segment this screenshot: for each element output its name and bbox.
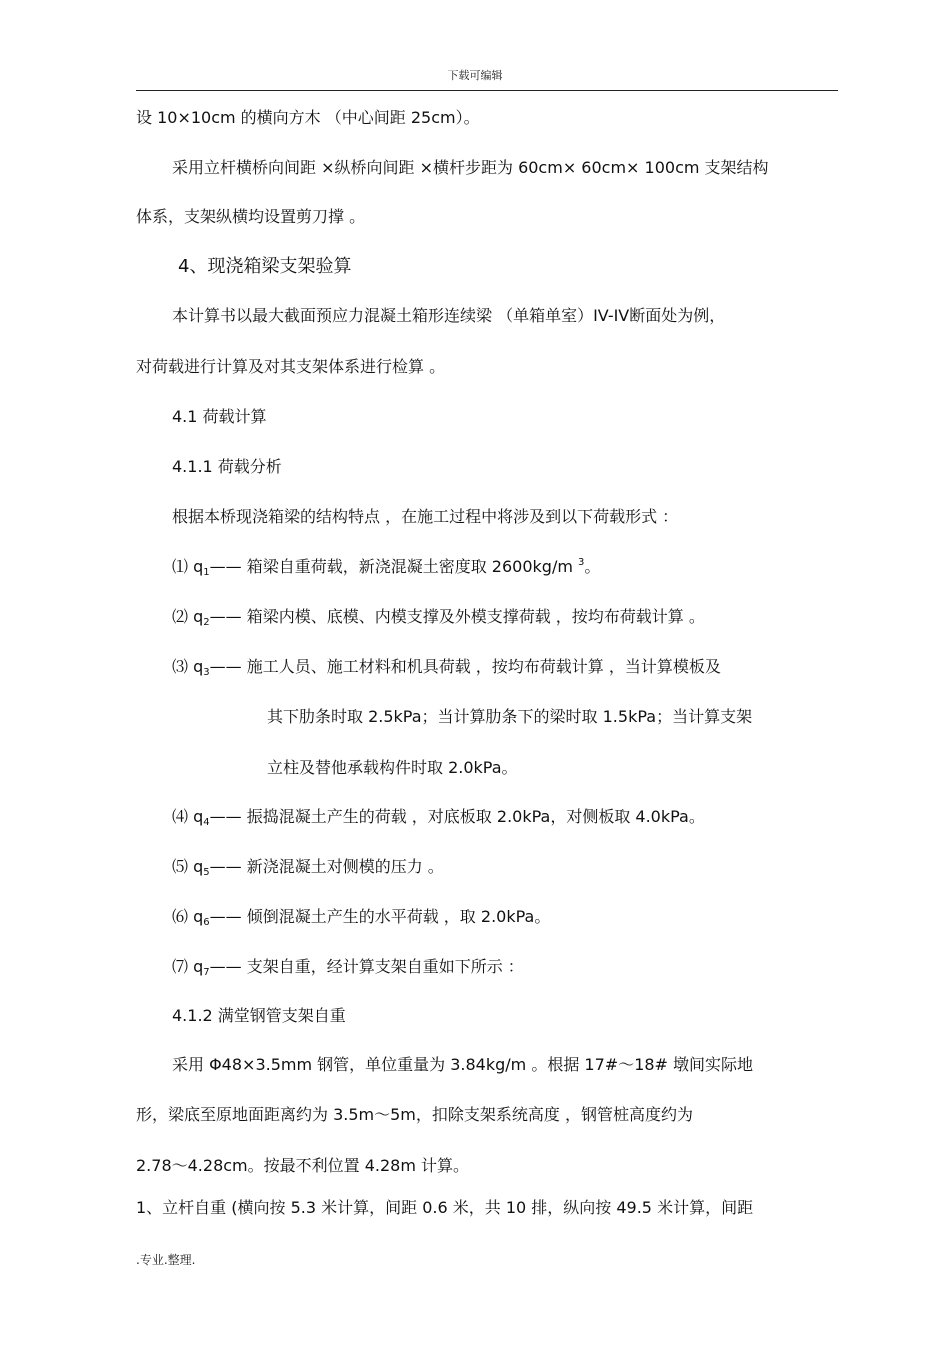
load-item-body: —— 支架自重，经计算支架自重如下所示 ： [209, 957, 524, 976]
load-item-subscript: 1 [203, 567, 210, 578]
subsection-heading: 4.1.2 满堂钢管支架自重 [172, 1006, 346, 1025]
load-item-body: —— 施工人员、施工材料和机具荷载 ，按均布荷载计算 ，当计算模板及 [209, 657, 721, 676]
load-item-q2 [172, 606, 705, 628]
load-item-continuation: 立柱及替他承载构件时取 2.0kPa。 [267, 758, 518, 777]
subsection-heading: 4.1.1 荷载分析 [172, 457, 282, 476]
page-header: 下载可编辑 [447, 69, 503, 82]
load-item-subscript: 6 [203, 917, 210, 928]
text-line: 形，梁底至原地面距离约为 3.5m～5m，扣除支架系统高度 ，钢管桩高度约为 [136, 1105, 693, 1124]
load-item-q4 [172, 806, 705, 828]
load-item-prefix: ⑺ q [172, 957, 204, 976]
load-item-q6 [172, 906, 550, 928]
load-item-body: —— 箱梁自重荷载，新浇混凝土密度取 2600kg/m [209, 557, 579, 576]
text-line: 采用 Φ48×3.5mm 钢管，单位重量为 3.84kg/m 。根据 17#～18# 墩间实际地 [172, 1055, 754, 1074]
text-line: 2.78～4.28cm。按最不利位置 4.28m 计算。 [136, 1156, 470, 1175]
load-item-subscript: 5 [203, 867, 210, 878]
load-item-subscript: 4 [203, 817, 210, 828]
load-item-q5 [172, 856, 444, 878]
load-item-prefix: ⑸ q [172, 857, 204, 876]
page-footer: .专业.整理. [136, 1253, 196, 1267]
text-line: 对荷载进行计算及对其支架体系进行检算 。 [136, 357, 446, 376]
load-item-tail: 。 [584, 557, 601, 576]
text-line: 本计算书以最大截面预应力混凝土箱形连续梁 （单箱单室）IV-IV断面处为例， [172, 306, 726, 325]
load-item-body: —— 新浇混凝土对侧模的压力 。 [209, 857, 444, 876]
text-line: 设 10×10cm 的横向方木 （中心间距 25cm）。 [136, 108, 480, 127]
load-item-q3 [172, 656, 721, 678]
load-item-subscript: 2 [203, 617, 210, 628]
load-item-body: —— 倾倒混凝土产生的水平荷载 ，取 2.0kPa。 [209, 907, 551, 926]
load-item-prefix: ⑹ q [172, 907, 204, 926]
load-item-prefix: ⑴ q [172, 557, 204, 576]
load-item-body: —— 振捣混凝土产生的荷载 ，对底板取 2.0kPa，对侧板取 4.0kPa。 [209, 807, 705, 826]
subsection-heading: 4.1 荷载计算 [172, 407, 267, 426]
text-line: 采用立杆横桥向间距 ×纵桥向间距 ×横杆步距为 60cm× 60cm× 100cm 支架结构 [172, 158, 769, 177]
text-line: 1、立杆自重 (横向按 5.3 米计算，间距 0.6 米，共 10 排，纵向按 49.5 米计算，间距 [136, 1198, 754, 1217]
superscript: 3 [578, 557, 585, 568]
load-item-q7 [172, 956, 524, 978]
load-item-prefix: ⑷ q [172, 807, 204, 826]
load-item-prefix: ⑶ q [172, 657, 204, 676]
load-item-continuation: 其下肋条时取 2.5kPa；当计算肋条下的梁时取 1.5kPa；当计算支架 [267, 707, 753, 726]
load-item-q1 [172, 556, 600, 578]
load-item-prefix: ⑵ q [172, 607, 204, 626]
load-item-subscript: 3 [203, 667, 210, 678]
load-item-body: —— 箱梁内模、底模、内模支撑及外模支撑荷载 ，按均布荷载计算 。 [209, 607, 705, 626]
header-rule [136, 90, 838, 91]
load-item-subscript: 7 [203, 967, 210, 978]
text-line: 根据本桥现浇箱梁的结构特点 ，在施工过程中将涉及到以下荷载形式 ： [172, 507, 679, 526]
section-heading: 4、现浇箱梁支架验算 [178, 256, 352, 277]
text-line: 体系，支架纵横均设置剪刀撑 。 [136, 207, 366, 226]
